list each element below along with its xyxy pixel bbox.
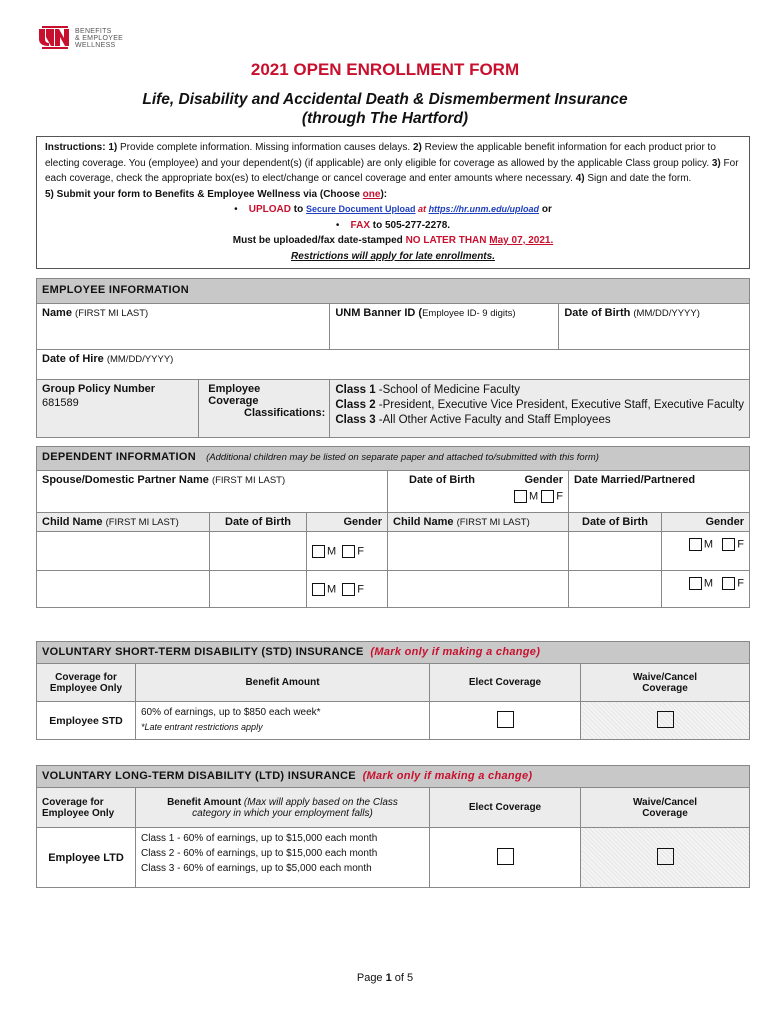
name-field[interactable]: Name (FIRST MI LAST) [37, 304, 330, 350]
child2-dob-gender-header: Date of Birth Gender [569, 513, 750, 532]
class-list: Class 1 -School of Medicine Faculty Class 2 -President, Executive Vice President, Executive Staff, Executive Faculty Class 3 -All Other Active Faculty and Staff Employees [330, 380, 750, 438]
ltd-elect-cell [430, 828, 581, 888]
ltd-elect-header: Elect Coverage [430, 788, 581, 828]
logo-text: BENEFITS & EMPLOYEE WELLNESS [75, 27, 124, 49]
child2-name-field[interactable] [388, 532, 569, 571]
std-header: VOLUNTARY SHORT-TERM DISABILITY (STD) INSURANCE (Mark only if making a change) [37, 642, 750, 664]
unm-logo-mark [38, 26, 72, 50]
std-elect-cell [430, 702, 581, 740]
child2-female-checkbox[interactable] [722, 538, 735, 551]
child3-dob-field[interactable] [210, 571, 307, 608]
child4-female-checkbox[interactable] [722, 577, 735, 590]
child4-dob-field[interactable] [569, 571, 662, 607]
ltd-coverage-for: Coverage for Employee Only [37, 788, 136, 828]
page-title: 2021 OPEN ENROLLMENT FORM [250, 60, 520, 79]
std-row-label: Employee STD [37, 702, 136, 740]
ltd-benefit-amount-header: Benefit Amount (Max will apply based on the Class category in which your employment falls) [136, 788, 430, 828]
child2-male-checkbox[interactable] [689, 538, 702, 551]
date-of-hire-field[interactable]: Date of Hire (MM/DD/YYYY) [37, 350, 750, 380]
coverage-classifications-label: Employee Coverage Classifications: [199, 380, 330, 438]
unm-logo [38, 26, 123, 50]
group-policy-number: Group Policy Number 681589 [37, 380, 199, 438]
dependent-info-table [36, 446, 750, 608]
std-waive-cell [581, 702, 750, 740]
employee-info-header: EMPLOYEE INFORMATION [37, 279, 750, 304]
spouse-name-field[interactable]: Spouse/Domestic Partner Name (FIRST MI LAST) [37, 471, 388, 513]
page-number: Page 1 of 5 [356, 972, 414, 984]
spouse-dob-field[interactable]: Date of Birth [388, 471, 497, 513]
child3-gender: M F [307, 571, 388, 608]
std-benefit-amount: 60% of earnings, up to $850 each week* *Late entrant restrictions apply [136, 702, 430, 740]
upload-option: • UPLOAD to Secure Document Upload at https://hr.unm.edu/upload or [234, 204, 552, 215]
ltd-elect-checkbox[interactable] [497, 848, 514, 865]
spouse-gender-field: Gender M F [496, 471, 569, 513]
deadline-text: Must be uploaded/fax date-stamped NO LATER THAN May 07, 2021. [232, 235, 554, 246]
std-benefit-amount-header: Benefit Amount [136, 664, 430, 702]
std-coverage-for: Coverage for Employee Only [37, 664, 136, 702]
date-married-field[interactable]: Date Married/Partnered [569, 471, 750, 513]
child-dob-header: Date of Birth [210, 513, 307, 532]
child3-male-checkbox[interactable] [312, 583, 325, 596]
banner-id-field[interactable]: UNM Banner ID (Employee ID- 9 digits) [330, 304, 559, 350]
child-name-header: Child Name (FIRST MI LAST) [37, 513, 210, 532]
fax-option: • FAX to 505-277-2278. [335, 219, 451, 231]
employee-dob-field[interactable]: Date of Birth (MM/DD/YYYY) [559, 304, 750, 350]
page-subtitle: Life, Disability and Accidental Death & Dismemberment Insurance (through The Hartford) [142, 91, 628, 127]
instructions-box [36, 136, 750, 269]
child3-name-field[interactable] [37, 571, 210, 608]
child1-name-field[interactable] [37, 532, 210, 571]
ltd-waive-header: Waive/Cancel Coverage [581, 788, 750, 828]
std-elect-checkbox[interactable] [497, 711, 514, 728]
child1-female-checkbox[interactable] [342, 545, 355, 558]
child1-gender: M F [307, 532, 388, 571]
std-elect-header: Elect Coverage [430, 664, 581, 702]
child-name-header-2: Child Name (FIRST MI LAST) [388, 513, 569, 532]
late-restriction: Restrictions will apply for late enrollments. [291, 250, 495, 262]
child2-dob-field[interactable] [569, 532, 662, 570]
ltd-benefit-amount: Class 1 - 60% of earnings, up to $15,000 each month Class 2 - 60% of earnings, up to $15,000 each month Class 3 - 60% of earnings, up to $5,000 each month [136, 828, 430, 888]
ltd-table [36, 765, 750, 888]
employee-info-table [36, 278, 750, 438]
child4-male-checkbox[interactable] [689, 577, 702, 590]
child1-male-checkbox[interactable] [312, 545, 325, 558]
std-table [36, 641, 750, 740]
child-gender-header: Gender [307, 513, 388, 532]
ltd-row-label: Employee LTD [37, 828, 136, 888]
ltd-waive-checkbox[interactable] [657, 848, 674, 865]
dependent-info-header: DEPENDENT INFORMATION (Additional children may be listed on separate paper and attached to/submitted with this form) [37, 447, 750, 471]
ltd-header: VOLUNTARY LONG-TERM DISABILITY (LTD) INSURANCE (Mark only if making a change) [37, 766, 750, 788]
child4-dob-gender: M F [569, 571, 750, 608]
std-waive-header: Waive/Cancel Coverage [581, 664, 750, 702]
spouse-male-checkbox[interactable] [514, 490, 527, 503]
upload-url-link[interactable]: https://hr.unm.edu/upload [428, 204, 540, 214]
instructions-text: Instructions: 1) Provide complete information. Missing information causes delays. 2) Review the applicable benefit information for each product prior to electing coverage. You (employee) and your dependent(s) (if applicable) are only eligible for coverage as allowed by the applicable Class group policy. 3) For each coverage, check the appropriate box(es) to elect/change or cancel coverage and enter amounts where necessary. 4) Sign and date the form. [45, 142, 739, 184]
submit-instruction: 5) Submit your form to Benefits & Employee Wellness via (Choose one): [45, 188, 388, 200]
child4-name-field[interactable] [388, 571, 569, 608]
ltd-waive-cell [581, 828, 750, 888]
std-waive-checkbox[interactable] [657, 711, 674, 728]
child2-dob-gender: M F [569, 532, 750, 571]
child1-dob-field[interactable] [210, 532, 307, 571]
spouse-female-checkbox[interactable] [541, 490, 554, 503]
secure-upload-link[interactable]: Secure Document Upload [306, 204, 416, 214]
child3-female-checkbox[interactable] [342, 583, 355, 596]
